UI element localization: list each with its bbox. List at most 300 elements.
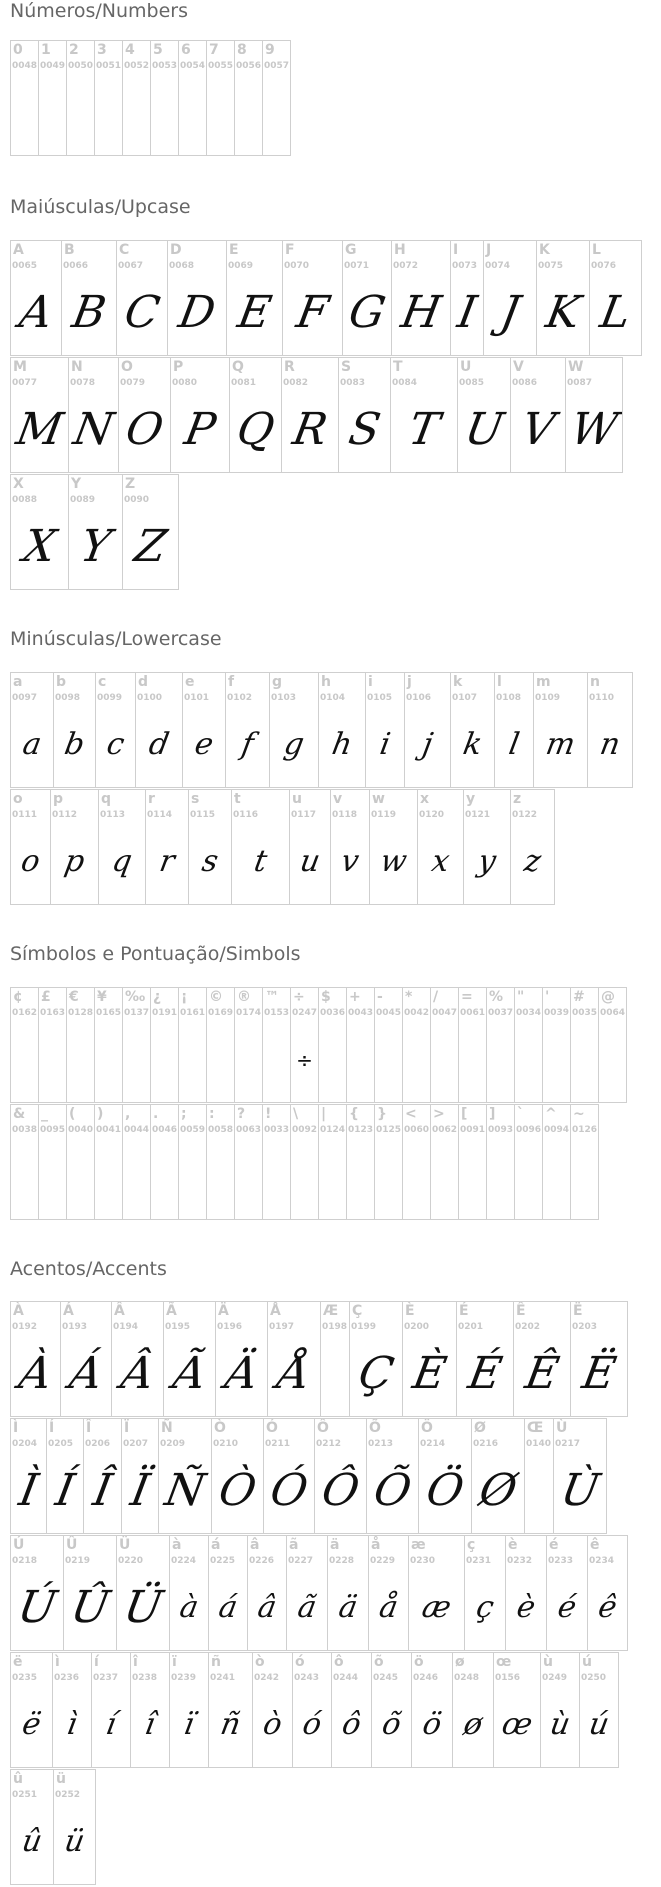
glyph-code: 0075 — [538, 261, 564, 271]
glyph-sample: k — [460, 727, 485, 762]
glyph-cell — [130, 1652, 170, 1768]
glyph-row — [10, 1652, 618, 1768]
glyph-code: 0115 — [190, 810, 216, 820]
glyph-code: 0059 — [180, 1125, 206, 1135]
glyph-sample: ì — [64, 1707, 80, 1742]
glyph-label: É — [459, 1303, 469, 1319]
glyph-label: Ö — [421, 1420, 433, 1436]
glyph-label: R — [284, 359, 295, 375]
glyph-label: ¿ — [153, 989, 162, 1005]
glyph-sample: Ä — [221, 1348, 262, 1399]
glyph-code: 0107 — [452, 693, 478, 703]
glyph-label: 5 — [153, 42, 163, 58]
glyph-code: 0247 — [292, 1008, 318, 1018]
glyph-code: 0087 — [567, 378, 593, 388]
glyph-cell — [570, 1104, 599, 1220]
glyph-row — [10, 1535, 627, 1651]
glyph-sample: ó — [299, 1707, 325, 1742]
glyph-sample: l — [506, 727, 522, 762]
glyph-code: 0108 — [496, 693, 522, 703]
glyph-code: 0054 — [180, 61, 206, 71]
glyph-sample: ô — [339, 1707, 364, 1742]
glyph-sample: G — [345, 287, 390, 338]
glyph-sample: B — [68, 287, 110, 338]
glyph-label: J — [486, 242, 492, 258]
glyph-cell — [330, 789, 370, 905]
glyph-cell — [374, 987, 403, 1103]
glyph-cell — [369, 789, 418, 905]
glyph-label: k — [453, 674, 463, 690]
glyph-code: 0084 — [392, 378, 418, 388]
glyph-cell — [63, 1535, 117, 1651]
glyph-label: ç — [467, 1537, 476, 1553]
glyph-code: 0153 — [264, 1008, 290, 1018]
glyph-sample: à — [177, 1590, 202, 1625]
glyph-sample: O — [122, 404, 168, 455]
glyph-code: 0211 — [265, 1439, 291, 1449]
glyph-sample: A — [15, 287, 57, 338]
glyph-cell — [66, 987, 95, 1103]
glyph-code: 0061 — [460, 1008, 486, 1018]
glyph-label: _ — [41, 1106, 48, 1122]
glyph-code: 0192 — [12, 1322, 38, 1332]
glyph-cell — [252, 1652, 293, 1768]
glyph-row — [10, 1769, 95, 1885]
glyph-cell — [267, 1301, 321, 1417]
glyph-code: 0104 — [320, 693, 346, 703]
glyph-label: f — [228, 674, 235, 690]
glyph-sample: W — [566, 404, 622, 455]
section-title: Minúsculas/Lowercase — [10, 628, 222, 650]
glyph-code: 0042 — [404, 1008, 430, 1018]
glyph-cell — [208, 1652, 253, 1768]
glyph-code: 0043 — [348, 1008, 374, 1018]
glyph-cell — [524, 1418, 554, 1534]
glyph-cell — [10, 1301, 61, 1417]
glyph-label: o — [13, 791, 23, 807]
glyph-code: 0097 — [12, 693, 38, 703]
glyph-cell — [402, 1301, 457, 1417]
glyph-label: Q — [232, 359, 244, 375]
glyph-code: 0086 — [512, 378, 538, 388]
glyph-cell — [98, 789, 146, 905]
glyph-sample: m — [543, 727, 578, 762]
glyph-label: # — [573, 989, 585, 1005]
glyph-cell — [208, 1535, 248, 1651]
glyph-code: 0230 — [410, 1556, 436, 1566]
glyph-label: } — [377, 1106, 387, 1122]
glyph-cell — [565, 357, 623, 473]
glyph-cell — [486, 987, 515, 1103]
glyph-label: À — [13, 1303, 24, 1319]
glyph-code: 0050 — [68, 61, 94, 71]
glyph-cell — [188, 789, 232, 905]
glyph-sample: ö — [419, 1707, 445, 1742]
glyph-sample: ç — [473, 1590, 497, 1625]
glyph-code: 0117 — [291, 810, 317, 820]
glyph-sample: T — [404, 404, 444, 455]
glyph-label: Ü — [119, 1537, 131, 1553]
glyph-label: , — [125, 1106, 131, 1122]
glyph-cell — [46, 1418, 84, 1534]
glyph-label: ü — [56, 1771, 66, 1787]
glyph-cell — [327, 1535, 369, 1651]
glyph-code: 0227 — [288, 1556, 314, 1566]
glyph-code: 0219 — [65, 1556, 91, 1566]
glyph-cell — [570, 987, 599, 1103]
glyph-cell — [514, 987, 543, 1103]
glyph-sample: C — [120, 287, 164, 338]
glyph-code: 0122 — [512, 810, 538, 820]
glyph-sample: q — [109, 844, 135, 879]
glyph-sample: é — [555, 1590, 580, 1625]
glyph-code: 0057 — [264, 61, 290, 71]
glyph-label: ù — [543, 1654, 553, 1670]
glyph-label: a — [13, 674, 23, 690]
glyph-sample: ü — [61, 1824, 88, 1859]
glyph-label: Ë — [573, 1303, 583, 1319]
glyph-cell — [206, 987, 235, 1103]
glyph-cell — [536, 240, 590, 356]
glyph-cell — [53, 672, 96, 788]
glyph-cell — [50, 789, 99, 905]
glyph-code: 0203 — [572, 1322, 598, 1332]
glyph-label: b — [56, 674, 67, 690]
glyph-label: ñ — [211, 1654, 221, 1670]
glyph-sample: P — [180, 404, 220, 455]
glyph-label: j — [407, 674, 412, 690]
glyph-label: ä — [330, 1537, 340, 1553]
glyph-code: 0082 — [283, 378, 309, 388]
glyph-label: Ù — [556, 1420, 568, 1436]
glyph-row — [10, 789, 554, 905]
glyph-code: 0161 — [180, 1008, 206, 1018]
glyph-code: 0204 — [12, 1439, 38, 1449]
glyph-label: N — [71, 359, 83, 375]
glyph-cell — [10, 1418, 47, 1534]
glyph-code: 0236 — [54, 1673, 80, 1683]
glyph-code: 0241 — [210, 1673, 236, 1683]
glyph-label: à — [172, 1537, 182, 1553]
glyph-sample: U — [461, 404, 508, 455]
glyph-code: 0051 — [96, 61, 122, 71]
glyph-code: 0213 — [368, 1439, 394, 1449]
glyph-label: â — [250, 1537, 260, 1553]
glyph-cell — [411, 1652, 453, 1768]
glyph-label: A — [13, 242, 24, 258]
glyph-label: 6 — [181, 42, 191, 58]
glyph-label: D — [170, 242, 182, 258]
glyph-cell — [408, 1535, 465, 1651]
glyph-label: S — [341, 359, 352, 375]
glyph-cell — [263, 1418, 315, 1534]
glyph-code: 0073 — [452, 261, 478, 271]
glyph-label: X — [13, 476, 24, 492]
glyph-cell — [458, 1104, 487, 1220]
glyph-code: 0110 — [589, 693, 615, 703]
glyph-label: e — [185, 674, 195, 690]
glyph-label: ; — [181, 1106, 187, 1122]
glyph-cell — [229, 357, 282, 473]
glyph-label: r — [148, 791, 155, 807]
glyph-cell — [167, 240, 227, 356]
glyph-code: 0065 — [12, 261, 38, 271]
glyph-sample: ï — [181, 1707, 197, 1742]
glyph-label: U — [460, 359, 472, 375]
glyph-code: 0201 — [458, 1322, 484, 1332]
glyph-cell — [457, 357, 511, 473]
glyph-cell — [289, 789, 331, 905]
glyph-sample: Ú — [14, 1582, 61, 1633]
glyph-code: 0174 — [236, 1008, 262, 1018]
glyph-label: * — [405, 989, 413, 1005]
glyph-label: ã — [289, 1537, 299, 1553]
glyph-code: 0116 — [233, 810, 259, 820]
glyph-sample: Q — [233, 404, 279, 455]
glyph-cell — [262, 1104, 291, 1220]
glyph-label: ' — [545, 989, 550, 1005]
glyph-label: Û — [66, 1537, 78, 1553]
glyph-label: î — [133, 1654, 138, 1670]
glyph-label: 4 — [125, 42, 135, 58]
glyph-cell — [542, 1104, 571, 1220]
glyph-sample: ë — [19, 1707, 44, 1742]
glyph-cell — [234, 1104, 263, 1220]
glyph-label: B — [64, 242, 75, 258]
glyph-label: 3 — [97, 42, 107, 58]
glyph-label: F — [285, 242, 295, 258]
glyph-code: 0207 — [123, 1439, 149, 1449]
glyph-sample: È — [409, 1348, 451, 1399]
glyph-code: 0226 — [249, 1556, 275, 1566]
glyph-sample: ù — [547, 1707, 573, 1742]
glyph-sample: õ — [379, 1707, 404, 1742]
glyph-label: ^ — [545, 1106, 557, 1122]
glyph-sample: ã — [295, 1590, 320, 1625]
glyph-code: 0250 — [581, 1673, 607, 1683]
glyph-label: [ — [461, 1106, 468, 1122]
glyph-label: Ç — [352, 1303, 363, 1319]
glyph-label: ó — [295, 1654, 305, 1670]
glyph-cell — [542, 987, 571, 1103]
glyph-code: 0060 — [404, 1125, 430, 1135]
glyph-label: ™ — [265, 989, 279, 1005]
glyph-cell — [118, 357, 171, 473]
glyph-code: 0112 — [52, 810, 78, 820]
glyph-cell — [290, 1104, 319, 1220]
glyph-label: / — [433, 989, 439, 1005]
glyph-cell — [178, 40, 207, 156]
glyph-sample: y — [475, 844, 499, 879]
glyph-label: m — [536, 674, 551, 690]
glyph-code: 0156 — [495, 1673, 521, 1683]
glyph-code: 0206 — [85, 1439, 111, 1449]
glyph-code: 0118 — [332, 810, 358, 820]
glyph-code: 0067 — [118, 261, 144, 271]
glyph-cell — [234, 987, 263, 1103]
glyph-label: x — [420, 791, 430, 807]
glyph-code: 0228 — [329, 1556, 355, 1566]
glyph-cell — [122, 474, 179, 590]
glyph-label: " — [517, 989, 525, 1005]
glyph-code: 0126 — [572, 1125, 598, 1135]
glyph-label: Ô — [317, 1420, 329, 1436]
glyph-code: 0198 — [322, 1322, 348, 1332]
glyph-sample: Ü — [120, 1582, 167, 1633]
glyph-label: Ì — [13, 1420, 19, 1436]
glyph-label: ê — [590, 1537, 600, 1553]
glyph-cell — [450, 672, 495, 788]
glyph-label: Y — [71, 476, 82, 492]
glyph-cell — [331, 1652, 372, 1768]
glyph-sample: V — [517, 404, 559, 455]
glyph-code: 0079 — [120, 378, 146, 388]
glyph-label: ¡ — [181, 989, 188, 1005]
glyph-cell — [234, 40, 263, 156]
glyph-cell — [417, 789, 464, 905]
glyph-code: 0105 — [367, 693, 393, 703]
glyph-cell — [281, 357, 339, 473]
glyph-label: - — [377, 989, 383, 1005]
glyph-label: G — [345, 242, 357, 258]
glyph-label: c — [98, 674, 107, 690]
glyph-code: 0199 — [351, 1322, 377, 1332]
glyph-cell — [169, 1535, 209, 1651]
glyph-cell — [10, 474, 69, 590]
glyph-code: 0036 — [320, 1008, 346, 1018]
glyph-cell — [206, 1104, 235, 1220]
glyph-code: 0238 — [132, 1673, 158, 1683]
glyph-cell — [510, 789, 555, 905]
glyph-code: 0212 — [316, 1439, 342, 1449]
glyph-code: 0062 — [432, 1125, 458, 1135]
glyph-code: 0041 — [96, 1125, 122, 1135]
glyph-code: 0033 — [264, 1125, 290, 1135]
glyph-code: 0040 — [68, 1125, 94, 1135]
glyph-code: 0242 — [254, 1673, 280, 1683]
glyph-label: ú — [582, 1654, 592, 1670]
glyph-cell — [206, 40, 235, 156]
glyph-label: { — [349, 1106, 359, 1122]
glyph-code: 0113 — [100, 810, 126, 820]
glyph-cell — [338, 357, 391, 473]
glyph-cell — [53, 1769, 96, 1885]
glyph-sample: R — [289, 404, 332, 455]
glyph-cell — [430, 987, 459, 1103]
glyph-sample: u — [297, 844, 323, 879]
glyph-code: 0234 — [589, 1556, 615, 1566]
glyph-cell — [514, 1104, 543, 1220]
glyph-cell — [587, 1535, 628, 1651]
glyph-label: h — [321, 674, 331, 690]
glyph-label: Ú — [13, 1537, 25, 1553]
glyph-row — [10, 474, 178, 590]
glyph-cell — [66, 1104, 95, 1220]
glyph-cell — [318, 1104, 347, 1220]
glyph-cell — [540, 1652, 580, 1768]
glyph-code: 0076 — [591, 261, 617, 271]
glyph-code: 0064 — [600, 1008, 626, 1018]
glyph-sample: L — [596, 287, 635, 338]
glyph-cell — [10, 672, 54, 788]
glyph-cell — [493, 1652, 541, 1768]
glyph-cell — [366, 1418, 419, 1534]
glyph-sample: Ù — [557, 1465, 604, 1516]
glyph-row — [10, 672, 632, 788]
glyph-cell — [587, 672, 633, 788]
glyph-sample: S — [345, 404, 385, 455]
glyph-cell — [546, 1535, 588, 1651]
glyph-label: d — [138, 674, 149, 690]
glyph-sample: r — [156, 844, 178, 879]
glyph-cell — [579, 1652, 619, 1768]
glyph-sample: ä — [336, 1590, 361, 1625]
glyph-code: 0246 — [413, 1673, 439, 1683]
glyph-sample: Ã — [169, 1348, 210, 1399]
glyph-cell — [513, 1301, 571, 1417]
glyph-cell — [349, 1301, 403, 1417]
glyph-code: 0092 — [292, 1125, 318, 1135]
glyph-sample: F — [292, 287, 333, 338]
glyph-label: ~ — [573, 1106, 585, 1122]
glyph-code: 0248 — [454, 1673, 480, 1683]
glyph-code: 0119 — [371, 810, 397, 820]
glyph-sample: d — [146, 727, 172, 762]
glyph-cell — [170, 357, 230, 473]
glyph-label: y — [466, 791, 476, 807]
glyph-sample: h — [329, 727, 355, 762]
glyph-label: ] — [489, 1106, 496, 1122]
glyph-cell — [318, 987, 347, 1103]
glyph-code: 0052 — [124, 61, 150, 71]
glyph-label: 1 — [41, 42, 51, 58]
glyph-code: 0047 — [432, 1008, 458, 1018]
glyph-cell — [368, 1535, 409, 1651]
glyph-sample: â — [255, 1590, 280, 1625]
glyph-code: 0137 — [124, 1008, 150, 1018]
glyph-cell — [94, 1104, 123, 1220]
glyph-code: 0237 — [93, 1673, 119, 1683]
glyph-label: Ã — [166, 1303, 177, 1319]
glyph-cell — [494, 672, 534, 788]
glyph-sample: t — [251, 844, 270, 879]
glyph-sample: j — [419, 727, 436, 762]
glyph-label: È — [405, 1303, 415, 1319]
glyph-label: Ò — [214, 1420, 226, 1436]
glyph-code: 0083 — [340, 378, 366, 388]
glyph-code: 0034 — [516, 1008, 542, 1018]
glyph-label: V — [513, 359, 524, 375]
glyph-code: 0111 — [12, 810, 38, 820]
glyph-code: 0099 — [97, 693, 123, 703]
glyph-label: £ — [41, 989, 51, 1005]
glyph-label: C — [119, 242, 130, 258]
glyph-label: å — [371, 1537, 381, 1553]
glyph-sample: v — [338, 844, 362, 879]
glyph-code: 0039 — [544, 1008, 570, 1018]
glyph-sample: Â — [117, 1348, 158, 1399]
glyph-label: Ä — [218, 1303, 229, 1319]
glyph-label: ÷ — [293, 989, 305, 1005]
glyph-sample: Ñ — [161, 1465, 209, 1516]
glyph-sample: Å — [273, 1348, 315, 1399]
glyph-label: ô — [334, 1654, 344, 1670]
glyph-sample: a — [20, 727, 45, 762]
glyph-code: 0210 — [213, 1439, 239, 1449]
glyph-code: 0252 — [55, 1790, 81, 1800]
glyph-sample: ÷ — [296, 1048, 313, 1072]
glyph-label: z — [513, 791, 522, 807]
